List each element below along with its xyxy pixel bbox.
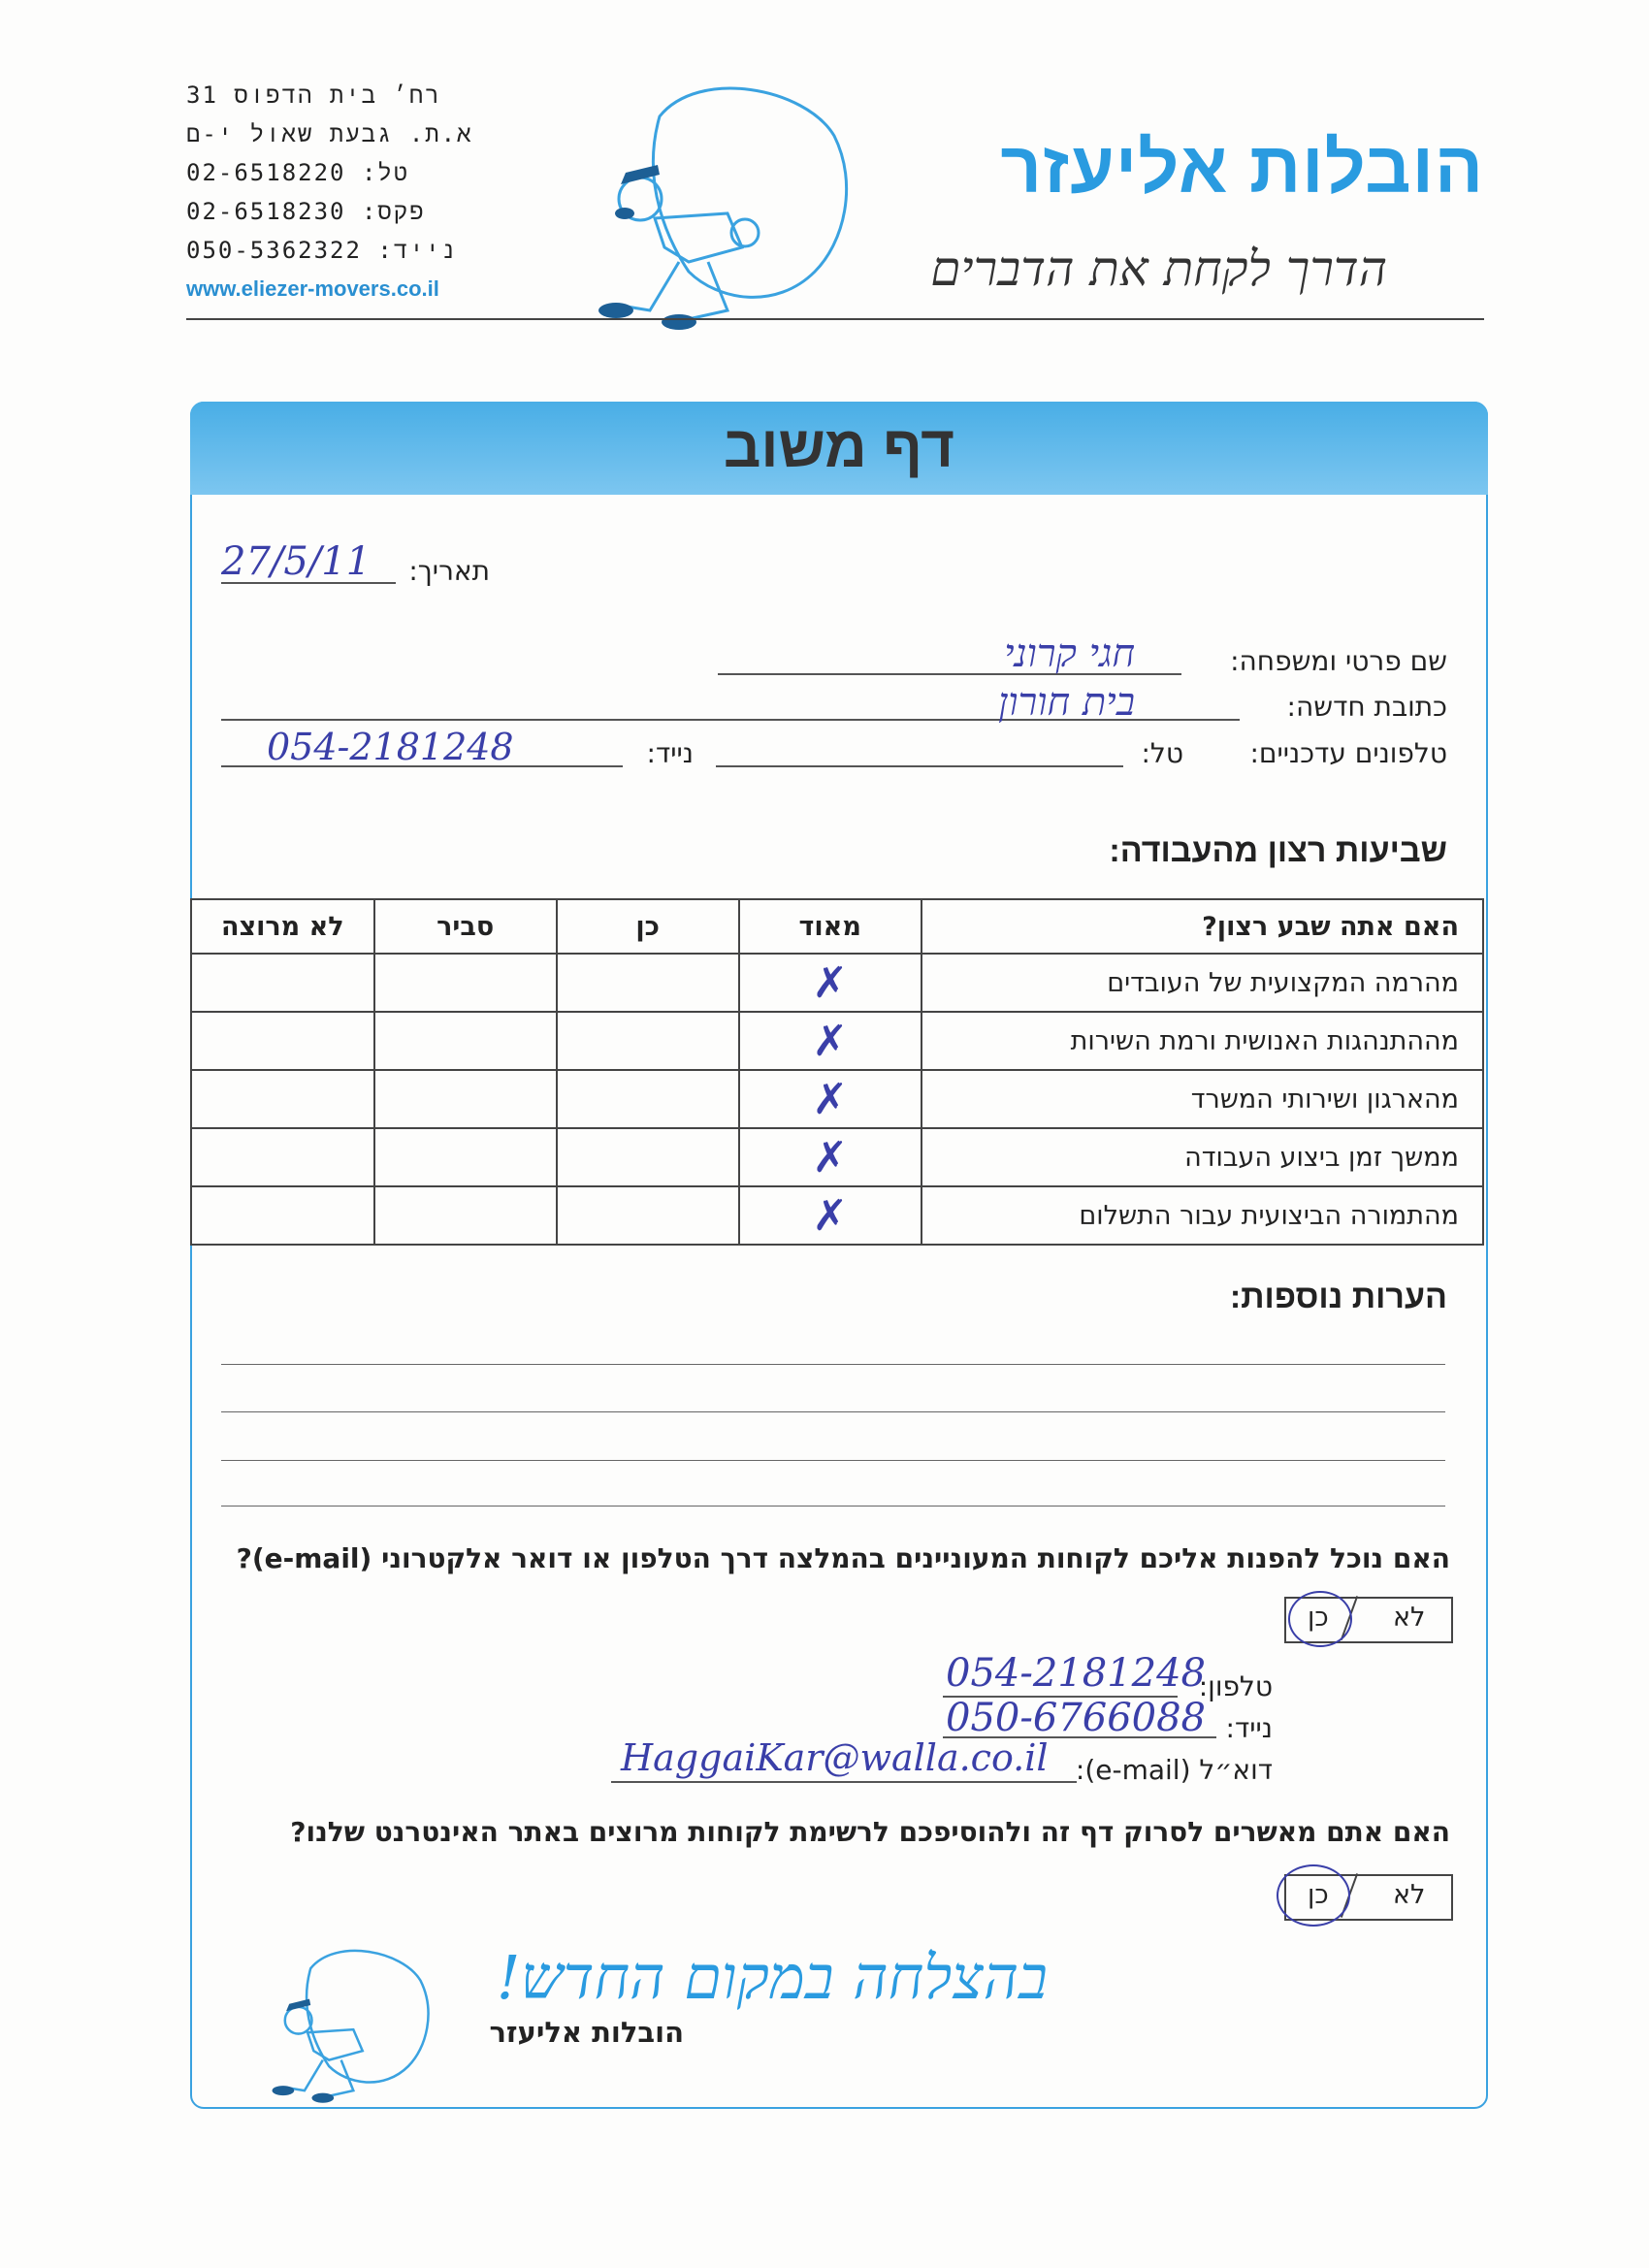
mobile2-label: נייד: — [1225, 1712, 1273, 1744]
cell-very-checked[interactable]: ✗ — [739, 1012, 922, 1070]
header-divider — [186, 318, 1484, 320]
name-value: חגי קרוני — [1004, 632, 1135, 676]
tel-field[interactable] — [716, 765, 1123, 767]
cell-very-checked[interactable]: ✗ — [739, 1128, 922, 1186]
phone-value: 054-2181248 — [946, 1651, 1207, 1696]
cell-fair[interactable] — [374, 1128, 557, 1186]
cell-yes[interactable] — [557, 1186, 739, 1245]
cell-fair[interactable] — [374, 1012, 557, 1070]
tel-label: טל: — [1141, 737, 1183, 769]
footer-signature: הובלות אליעזר — [489, 2016, 684, 2049]
cell-unsatisfied[interactable] — [191, 1070, 374, 1128]
contact-line: טל: 02-6518220 — [186, 159, 410, 186]
cell-very-checked[interactable]: ✗ — [739, 1070, 922, 1128]
cell-yes[interactable] — [557, 1070, 739, 1128]
contact-permission-question: האם נוכל להפנות אליכם לקוחות המעוניינים בהמלצה דרך הטלפון או דואר אלקטרוני (e-mail)? — [236, 1542, 1450, 1574]
mover-mascot-small-icon — [260, 1944, 435, 2109]
column-header-yes: כן — [557, 899, 739, 954]
yes-option[interactable]: כן — [1308, 1880, 1329, 1910]
selected-yes-circle — [1277, 1864, 1350, 1927]
selected-yes-circle — [1288, 1591, 1352, 1647]
cell-fair[interactable] — [374, 1070, 557, 1128]
cell-fair[interactable] — [374, 954, 557, 1012]
cell-very-checked[interactable]: ✗ — [739, 1186, 922, 1245]
email-field[interactable] — [611, 1781, 1077, 1783]
footer-wish: בהצלחה במקום החדש! — [496, 1942, 1048, 2013]
mobile2-value: 050-6766088 — [946, 1696, 1207, 1740]
column-header-unsatisfied: לא מרוצה — [191, 899, 374, 954]
row-question: מהארגון ושירותי המשרד — [922, 1070, 1483, 1128]
address-value: בית חורון — [998, 680, 1135, 725]
table-header-row — [191, 899, 1483, 954]
table-row — [191, 1070, 1483, 1128]
cell-unsatisfied[interactable] — [191, 1012, 374, 1070]
address-label: כתובת חדשה: — [1286, 691, 1447, 723]
contact-line: נייד: 050-5362322 — [186, 237, 458, 264]
row-question: ממשך זמן ביצוע העבודה — [922, 1128, 1483, 1186]
phone-label: טלפון: — [1198, 1670, 1273, 1702]
name-label: שם פרטי ומשפחה: — [1230, 645, 1447, 677]
mover-mascot-logo — [582, 78, 854, 340]
table-row — [191, 1012, 1483, 1070]
column-header-question: האם אתה שבע רצון? — [922, 899, 1483, 954]
phones-label: טלפונים עדכניים: — [1249, 737, 1447, 769]
column-header-fair: סביר — [374, 899, 557, 954]
website-link[interactable]: www.eliezer-movers.co.il — [186, 276, 439, 301]
row-question: מהתמורה הביצועית עבור התשלום — [922, 1186, 1483, 1245]
table-row — [191, 954, 1483, 1012]
contact-line: רח׳ בית הדפוס 31 — [186, 81, 441, 109]
no-option[interactable]: לא — [1393, 1603, 1426, 1633]
cell-yes[interactable] — [557, 954, 739, 1012]
satisfaction-heading: שביעות רצון מהעבודה: — [1109, 832, 1447, 869]
no-option[interactable]: לא — [1393, 1880, 1426, 1910]
mobile-value: 054-2181248 — [267, 726, 514, 768]
email-label: דוא״ל (e-mail): — [1075, 1754, 1273, 1786]
table-row — [191, 1128, 1483, 1186]
yes-option[interactable]: כן — [1308, 1603, 1329, 1633]
notes-line[interactable] — [221, 1506, 1445, 1507]
column-header-very: מאוד — [739, 899, 922, 954]
company-contact-block — [186, 76, 477, 308]
date-value: 27/5/11 — [221, 539, 372, 584]
notes-line[interactable] — [221, 1460, 1445, 1461]
website-permission-question: האם אתם מאשרים לסרוק דף זה ולהוסיפכם לרשימת לקוחות מרוצים באתר האינטרנט שלנו? — [290, 1816, 1450, 1848]
cell-unsatisfied[interactable] — [191, 954, 374, 1012]
company-name: הובלות אליעזר — [1000, 127, 1484, 208]
satisfaction-table — [190, 898, 1484, 1246]
row-question: מהרמה המקצועית של העובדים — [922, 954, 1483, 1012]
mobile-label: נייד: — [646, 737, 694, 769]
cell-yes[interactable] — [557, 1012, 739, 1070]
company-slogan: הדרך לקחת את הדברים — [930, 241, 1387, 297]
cell-unsatisfied[interactable] — [191, 1186, 374, 1245]
date-label: תאריך: — [408, 555, 490, 587]
cell-unsatisfied[interactable] — [191, 1128, 374, 1186]
cell-very-checked[interactable]: ✗ — [739, 954, 922, 1012]
contact-line: א.ת. גבעת שאול י-ם — [186, 120, 473, 147]
email-value: HaggaiKar@walla.co.il — [621, 1736, 1049, 1779]
row-question: מההתנהגות האנושית ורמת השירות — [922, 1012, 1483, 1070]
cell-yes[interactable] — [557, 1128, 739, 1186]
notes-line[interactable] — [221, 1411, 1445, 1412]
contact-line: פקס: 02-6518230 — [186, 198, 426, 225]
notes-heading: הערות נוספות: — [1229, 1279, 1447, 1315]
cell-fair[interactable] — [374, 1186, 557, 1245]
form-title: דף משוב — [723, 414, 955, 479]
table-row — [191, 1186, 1483, 1245]
notes-line[interactable] — [221, 1364, 1445, 1365]
